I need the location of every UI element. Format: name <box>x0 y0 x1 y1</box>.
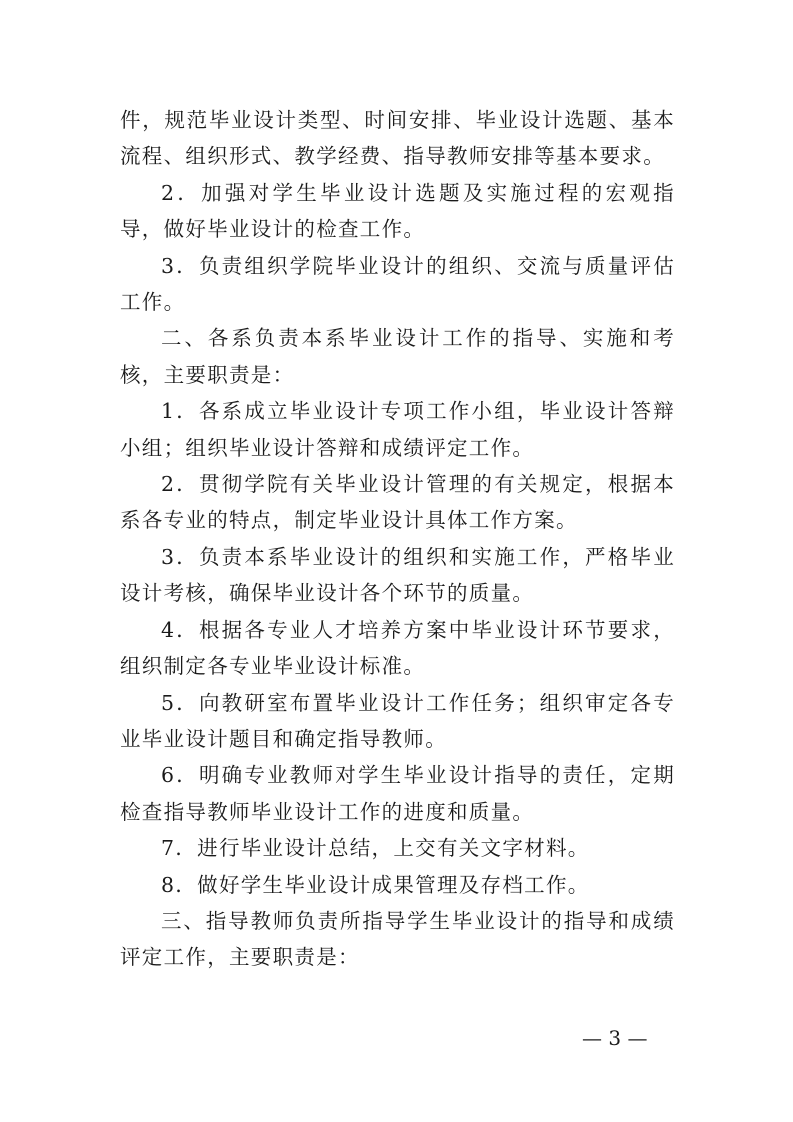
paragraph-2: 2．加强对学生毕业设计选题及实施过程的宏观指导，做好毕业设计的检查工作。 <box>120 180 675 242</box>
paragraph-3: 3．负责组织学院毕业设计的组织、交流与质量评估工作。 <box>120 253 675 315</box>
paragraph-10: 6．明确专业教师对学生毕业设计指导的责任，定期检查指导教师毕业设计工作的进度和质量。 <box>120 763 675 824</box>
paragraph-8: 4．根据各专业人才培养方案中毕业设计环节要求，组织制定各专业毕业设计标准。 <box>120 617 675 679</box>
page-number: — 3 — <box>582 1026 648 1050</box>
section-heading-2: 二、各系负责本系毕业设计工作的指导、实施和考核，主要职责是： <box>120 326 675 387</box>
body-text <box>120 102 675 976</box>
paragraph-7: 3．负责本系毕业设计的组织和实施工作，严格毕业设计考核，确保毕业设计各个环节的质量。 <box>120 544 675 606</box>
paragraph-5: 1．各系成立毕业设计专项工作小组，毕业设计答辩小组；组织毕业设计答辩和成绩评定工作。 <box>120 399 675 460</box>
paragraph-1: 件，规范毕业设计类型、时间安排、毕业设计选题、基本流程、组织形式、教学经费、指导教师安排等基本要求。 <box>120 108 675 169</box>
paragraph-6: 2．贯彻学院有关毕业设计管理的有关规定，根据本系各专业的特点，制定毕业设计具体工作方案。 <box>120 472 675 533</box>
section-heading-3: 三、指导教师负责所指导学生毕业设计的指导和成绩评定工作，主要职责是： <box>120 908 675 970</box>
paragraph-12: 8．做好学生毕业设计成果管理及存档工作。 <box>161 872 590 897</box>
paragraph-9: 5．向教研室布置毕业设计工作任务；组织审定各专业毕业设计题目和确定指导教师。 <box>120 690 675 751</box>
paragraph-11: 7．进行毕业设计总结，上交有关文字材料。 <box>161 836 590 861</box>
